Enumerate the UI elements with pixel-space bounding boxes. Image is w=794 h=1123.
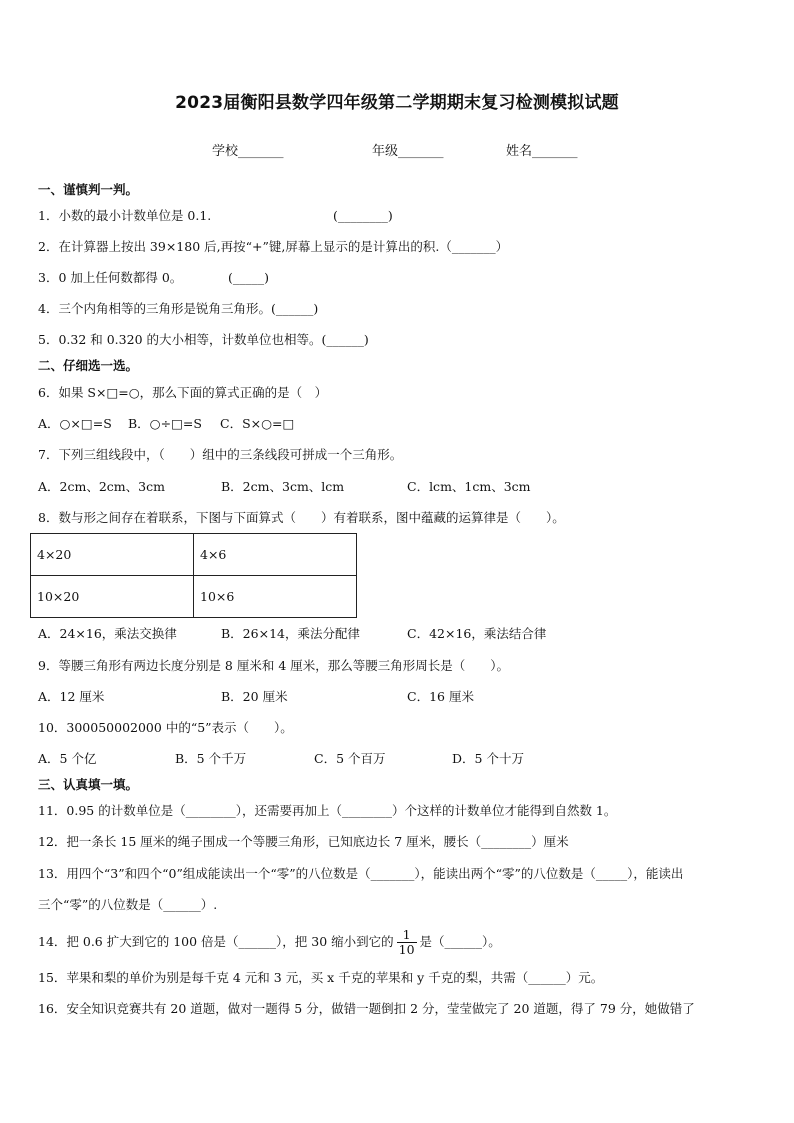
question-1: 1．小数的最小计数单位是 0.1. [38,208,212,223]
section-heading-judge: 一、谨慎判一判。 [38,182,139,197]
question-12: 12．把一条长 15 厘米的绳子围成一个等腰三角形，已知底边长 7 厘米，腰长（________）厘米 [38,834,569,849]
question-9-option-c: C．16 厘米 [407,689,474,704]
question-14 [38,927,501,957]
question-10-option-c: C．5 个百万 [314,751,386,766]
question-13: 13．用四个“3”和四个“0”组成能读出一个“零”的八位数是（_______），能读出两个“零”的八位数是（_____），能读出 [38,866,684,881]
question-10-option-a: A．5 个亿 [38,751,97,766]
fraction-denominator: 10 [398,942,415,957]
question-6: 6．如果 S×□=○，那么下面的算式正确的是（ ） [38,385,328,400]
question-9-option-b: B．20 厘米 [221,689,288,704]
question-8: 8．数与形之间存在着联系，下图与下面算式（ ）有着联系，图中蕴藏的运算律是（ ）。 [38,510,565,525]
question-13-continued: 三个“零”的八位数是（______）. [38,897,218,912]
question-7-option-b: B．2cm、3cm、lcm [221,479,345,494]
question-14-text-a: 14．把 0.6 扩大到它的 100 倍是（______），把 30 缩小到它的 [38,934,394,949]
table-cell: 10×20 [31,576,194,618]
question-14-text-b: 是（______）。 [419,934,501,949]
question-1-blank: (________) [333,208,393,223]
question-8-option-c: C．42×16，乘法结合律 [407,626,547,641]
fraction-one-tenth [397,928,417,957]
question-11: 11．0.95 的计数单位是（________），还需要再加上（________）个这样的计数单位才能得到自然数 1。 [38,803,617,818]
school-field: 学校_______ [212,144,284,159]
question-5: 5．0.32 和 0.320 的大小相等，计数单位也相等。(______) [38,332,369,347]
question-4: 4．三个内角相等的三角形是锐角三角形。(______) [38,301,319,316]
page-title: 2023届衡阳县数学四年级第二学期期末复习检测模拟试题 [175,93,619,113]
question-3-blank: (_____) [228,270,270,285]
question-6-option-a: A．○×□=S [38,416,112,431]
question-6-option-b: B．○÷□=S [128,416,202,431]
section-heading-choose: 二、仔细选一选。 [38,358,139,373]
table-cell: 10×6 [194,576,357,618]
question-7-option-a: A．2cm、2cm、3cm [38,479,165,494]
question-7: 7．下列三组线段中，（ ）组中的三条线段可拼成一个三角形。 [38,447,403,462]
section-heading-fill: 三、认真填一填。 [38,777,139,792]
fraction-numerator: 1 [397,928,417,943]
question-8-option-a: A．24×16，乘法交换律 [38,626,177,641]
question-9-option-a: A．12 厘米 [38,689,105,704]
question-3: 3．0 加上任何数都得 0。 [38,270,183,285]
question-9: 9．等腰三角形有两边长度分别是 8 厘米和 4 厘米，那么等腰三角形周长是（ ）。 [38,658,510,673]
question-8-option-b: B．26×14，乘法分配律 [221,626,360,641]
area-model-table [30,533,357,618]
question-10-option-d: D．5 个十万 [452,751,524,766]
question-10: 10．300050002000 中的“5”表示（ ）。 [38,720,293,735]
table-cell: 4×6 [194,534,357,576]
table-cell: 4×20 [31,534,194,576]
name-field: 姓名_______ [506,144,578,159]
question-15: 15．苹果和梨的单价为别是每千克 4 元和 3 元，买 x 千克的苹果和 y 千克的梨，共需（______）元。 [38,970,604,985]
question-6-option-c: C．S×○=□ [220,416,295,431]
question-16: 16．安全知识竞赛共有 20 道题，做对一题得 5 分，做错一题倒扣 2 分，莹莹做完了 20 道题，得了 79 分，她做错了 [38,1001,695,1016]
question-7-option-c: C．lcm、1cm、3cm [407,479,531,494]
question-10-option-b: B．5 个千万 [175,751,247,766]
question-2: 2．在计算器上按出 39×180 后,再按“+”键,屏幕上显示的是计算出的积.（_______） [38,239,509,254]
grade-field: 年级_______ [372,144,444,159]
